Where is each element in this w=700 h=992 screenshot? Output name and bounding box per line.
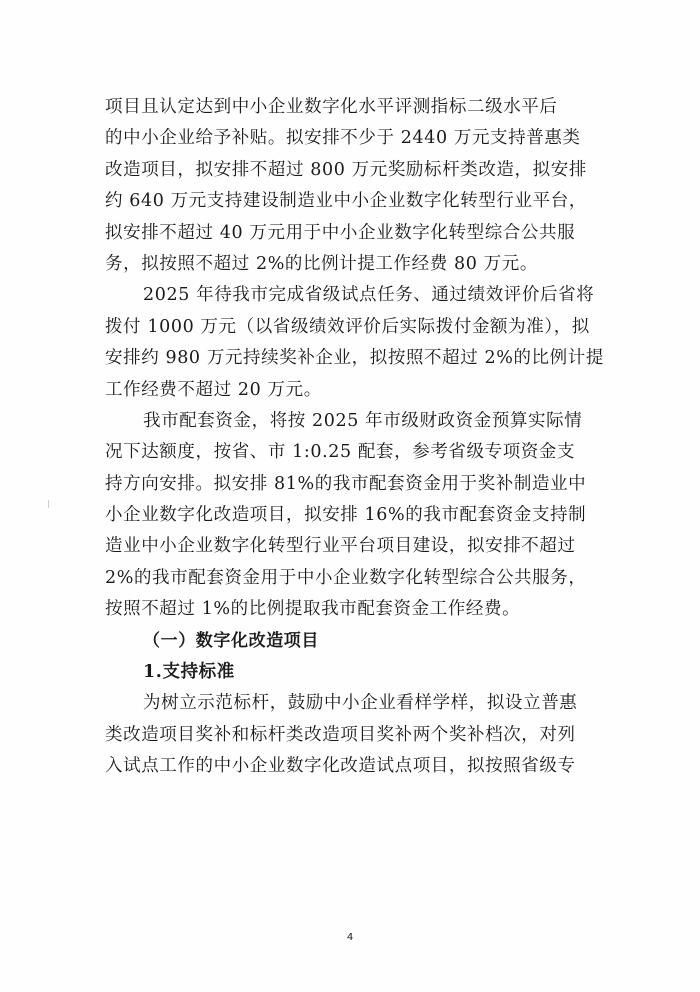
paragraph-line: 改造项目，拟安排不超过 800 万元奖励标杆类改造，拟安排: [105, 159, 587, 180]
paragraph-line: 2%的我市配套资金用于中小企业数字化转型综合公共服务，: [105, 567, 587, 588]
paragraph-line: 为树立示范标杆，鼓励中小企业看样学样，拟设立普惠: [143, 693, 578, 714]
paragraph-line: 小企业数字化改造项目，拟安排 16%的我市配套资金支持制: [105, 505, 587, 526]
paragraph-line: 况下达额度，按省、市 1:0.25 配套，参考省级专项资金支: [105, 442, 576, 463]
scan-artifact: [48, 500, 49, 508]
paragraph-line: 造业中小企业数字化转型行业平台项目建设，拟安排不超过: [105, 536, 576, 557]
paragraph-line: 务，拟按照不超过 2%的比例计提工作经费 80 万元。: [105, 253, 538, 274]
paragraph-line: 的中小企业给予补贴。拟安排不少于 2440 万元支持普惠类: [105, 128, 581, 149]
paragraph-line: 拨付 1000 万元（以省级绩效评价后实际拨付金额为准），拟: [105, 316, 590, 337]
paragraph-line: 约 640 万元支持建设制造业中小企业数字化转型行业平台，: [105, 191, 587, 212]
page-number: 4: [346, 932, 354, 943]
paragraph-line: 按照不超过 1%的比例提取我市配套资金工作经费。: [105, 599, 521, 620]
paragraph-line: 安排约 980 万元持续奖补企业，拟按照不超过 2%的比例计提: [105, 348, 604, 369]
body-text: [105, 92, 605, 783]
subsection-heading: 1.支持标准: [143, 662, 235, 683]
paragraph-line: 项目且认定达到中小企业数字化水平评测指标二级水平后: [105, 97, 558, 117]
paragraph-line: 工作经费不超过 20 万元。: [105, 379, 322, 400]
paragraph-line: 2025 年待我市完成省级试点任务、通过绩效评价后省将: [143, 285, 595, 306]
section-heading: （一）数字化改造项目: [143, 630, 319, 651]
paragraph-line: 持方向安排。拟安排 81%的我市配套资金用于奖补制造业中: [105, 473, 587, 494]
paragraph-line: 拟安排不超过 40 万元用于中小企业数字化转型综合公共服: [105, 222, 576, 243]
paragraph-line: 我市配套资金，将按 2025 年市级财政资金预算实际情: [143, 410, 583, 431]
paragraph-line: 入试点工作的中小企业数字化改造试点项目，拟按照省级专: [105, 756, 576, 777]
paragraph-line: 类改造项目奖补和标杆类改造项目奖补两个奖补档次，对列: [105, 724, 576, 745]
